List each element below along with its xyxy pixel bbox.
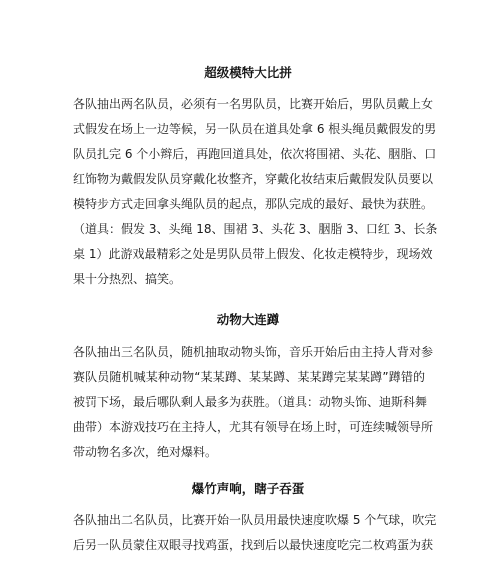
paragraph-line: 红饰物为戴假发队员穿戴化妆整齐，穿戴化妆结束后戴假发队员要以 bbox=[73, 172, 434, 186]
paragraph-line: 果十分热烈、搞笑。 bbox=[73, 272, 182, 286]
paragraph-animal-squat bbox=[73, 340, 434, 465]
paragraph-line: 桌 1）此游戏最精彩之处是男队员带上假发、化妆走模特步，现场效 bbox=[73, 247, 433, 261]
paragraph-supermodel bbox=[73, 92, 438, 292]
paragraph-line: 模特步方式走回拿头绳队员的起点，那队完成的最好、最快为获胜。 bbox=[73, 197, 434, 211]
paragraph-line: 各队抽出二名队员，比赛开始一队员用最快速度吹爆 5 个气球，吹完 bbox=[73, 513, 437, 527]
paragraph-line: 队员扎完 6 个小辫后，再跑回道具处，依次将围裙、头花、胭脂、口 bbox=[73, 147, 437, 161]
paragraph-line: 式假发在场上一边等候，另一队员在道具处拿 6 根头绳员戴假发的男 bbox=[73, 122, 437, 136]
paragraph-line: 各队抽出两名队员，必须有一名男队员，比赛开始后，男队员戴上女 bbox=[73, 97, 434, 111]
section-title-animal-squat: 动物大连蹲 bbox=[216, 312, 280, 327]
paragraph-line: （道具：假发 3、头绳 18、围裙 3、头花 3、胭脂 3、口红 3、长条 bbox=[73, 222, 438, 236]
paragraph-line: 后另一队员蒙住双眼寻找鸡蛋，找到后以最快速度吃完二枚鸡蛋为获 bbox=[73, 538, 434, 552]
paragraph-firecracker bbox=[73, 508, 437, 558]
paragraph-line: 赛队员随机喊某种动物“某某蹲、某某蹲、某某蹲完某某蹲”蹲错的 bbox=[73, 370, 425, 384]
paragraph-line: 各队抽出三名队员，随机抽取动物头饰，音乐开始后由主持人背对参 bbox=[73, 345, 434, 359]
paragraph-line: 被罚下场，最后哪队剩人最多为获胜。（道具：动物头饰、迪斯科舞 bbox=[73, 395, 428, 409]
section-title-supermodel: 超级模特大比拼 bbox=[204, 65, 292, 80]
paragraph-line: 带动物名多次，绝对爆料。 bbox=[73, 445, 218, 459]
paragraph-line: 曲带）本游戏技巧在主持人，尤其有领导在场上时，可连续喊领导所 bbox=[73, 420, 434, 434]
section-title-firecracker: 爆竹声响，瞎子吞蛋 bbox=[191, 481, 305, 496]
